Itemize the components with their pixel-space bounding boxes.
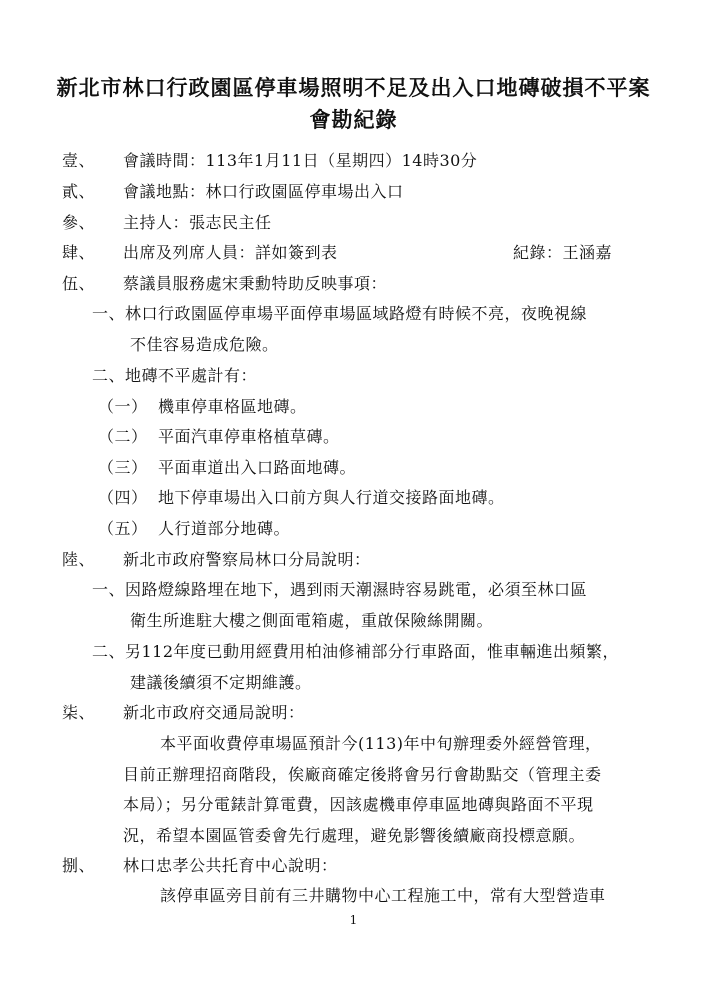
meeting-location: 會議地點：林口行政園區停車場出入口 — [123, 182, 404, 201]
s7-paragraph-line-3: 本局）；另分電錶計算電費，因該處機車停車區地磚與路面不平現 — [123, 795, 594, 814]
meeting-host: 主持人：張志民主任 — [123, 213, 272, 232]
s6-item-1-line-2: 衛生所進駐大樓之側面電箱處，重啟保險絲開關。 — [130, 611, 494, 630]
s5-sub-number-5: （五） — [98, 519, 148, 538]
attendees: 出席及列席人員：詳如簽到表 — [123, 243, 338, 262]
s5-sub-item-3: 平面車道出入口路面地磚。 — [158, 458, 357, 477]
s5-item-1-line-1: 一、林口行政園區停車場平面停車場區域路燈有時候不亮，夜晚視線 — [92, 304, 588, 323]
section-number-2: 貳、 — [62, 182, 96, 201]
section-6-heading: 新北市政府警察局林口分局說明： — [123, 550, 371, 569]
section-number-7: 柒、 — [62, 703, 96, 722]
section-number-3: 參、 — [62, 213, 96, 232]
s6-item-2-line-2: 建議後續須不定期維護。 — [130, 673, 312, 692]
s5-sub-number-2: （二） — [98, 427, 148, 446]
s7-paragraph-line-4: 況，希望本園區管委會先行處理，避免影響後續廠商投標意願。 — [123, 826, 586, 845]
page-number: 1 — [349, 913, 358, 927]
section-number-6: 陸、 — [62, 550, 96, 569]
section-number-8: 捌、 — [62, 856, 96, 875]
s5-sub-number-3: （三） — [98, 458, 148, 477]
s6-item-1-line-1: 一、因路燈線路埋在地下，遇到雨天潮濕時容易跳電，必須至林口區 — [92, 580, 588, 599]
section-5-heading: 蔡議員服務處宋秉勳特助反映事項： — [123, 274, 388, 293]
s5-sub-item-1: 機車停車格區地磚。 — [158, 397, 307, 416]
section-8-heading: 林口忠孝公共托育中心說明： — [123, 856, 338, 875]
s6-item-2-line-1: 二、另112年度已動用經費用柏油修補部分行車路面，惟車輛進出頻繁， — [92, 642, 620, 661]
s5-sub-item-5: 人行道部分地磚。 — [158, 519, 291, 538]
s5-sub-number-4: （四） — [98, 488, 148, 507]
section-number-1: 壹、 — [62, 151, 96, 170]
document-title-line1: 新北市林口行政園區停車場照明不足及出入口地磚破損不平案 — [56, 75, 651, 100]
s5-sub-item-4: 地下停車場出入口前方與人行道交接路面地磚。 — [158, 488, 505, 507]
section-number-4: 肆、 — [62, 243, 96, 262]
s5-item-1-line-2: 不佳容易造成危險。 — [130, 335, 279, 354]
document-title-line2: 會勘紀錄 — [309, 107, 398, 132]
s7-paragraph-line-1: 本平面收費停車場區預計今(113)年中旬辦理委外經營管理， — [160, 734, 602, 753]
section-number-5: 伍、 — [62, 274, 96, 293]
s5-item-2: 二、地磚不平處計有： — [92, 366, 258, 385]
s7-paragraph-line-2: 目前正辦理招商階段，俟廠商確定後將會另行會勘點交（管理主委 — [123, 765, 602, 784]
s8-paragraph-line-1: 該停車區旁目前有三井購物中心工程施工中，常有大型營造車 — [160, 886, 606, 905]
section-7-heading: 新北市政府交通局說明： — [123, 703, 305, 722]
recorder: 紀錄：王涵嘉 — [513, 243, 613, 262]
meeting-time: 會議時間：113年1月11日（星期四）14時30分 — [123, 151, 478, 170]
s5-sub-number-1: （一） — [98, 397, 148, 416]
s5-sub-item-2: 平面汽車停車格植草磚。 — [158, 427, 340, 446]
